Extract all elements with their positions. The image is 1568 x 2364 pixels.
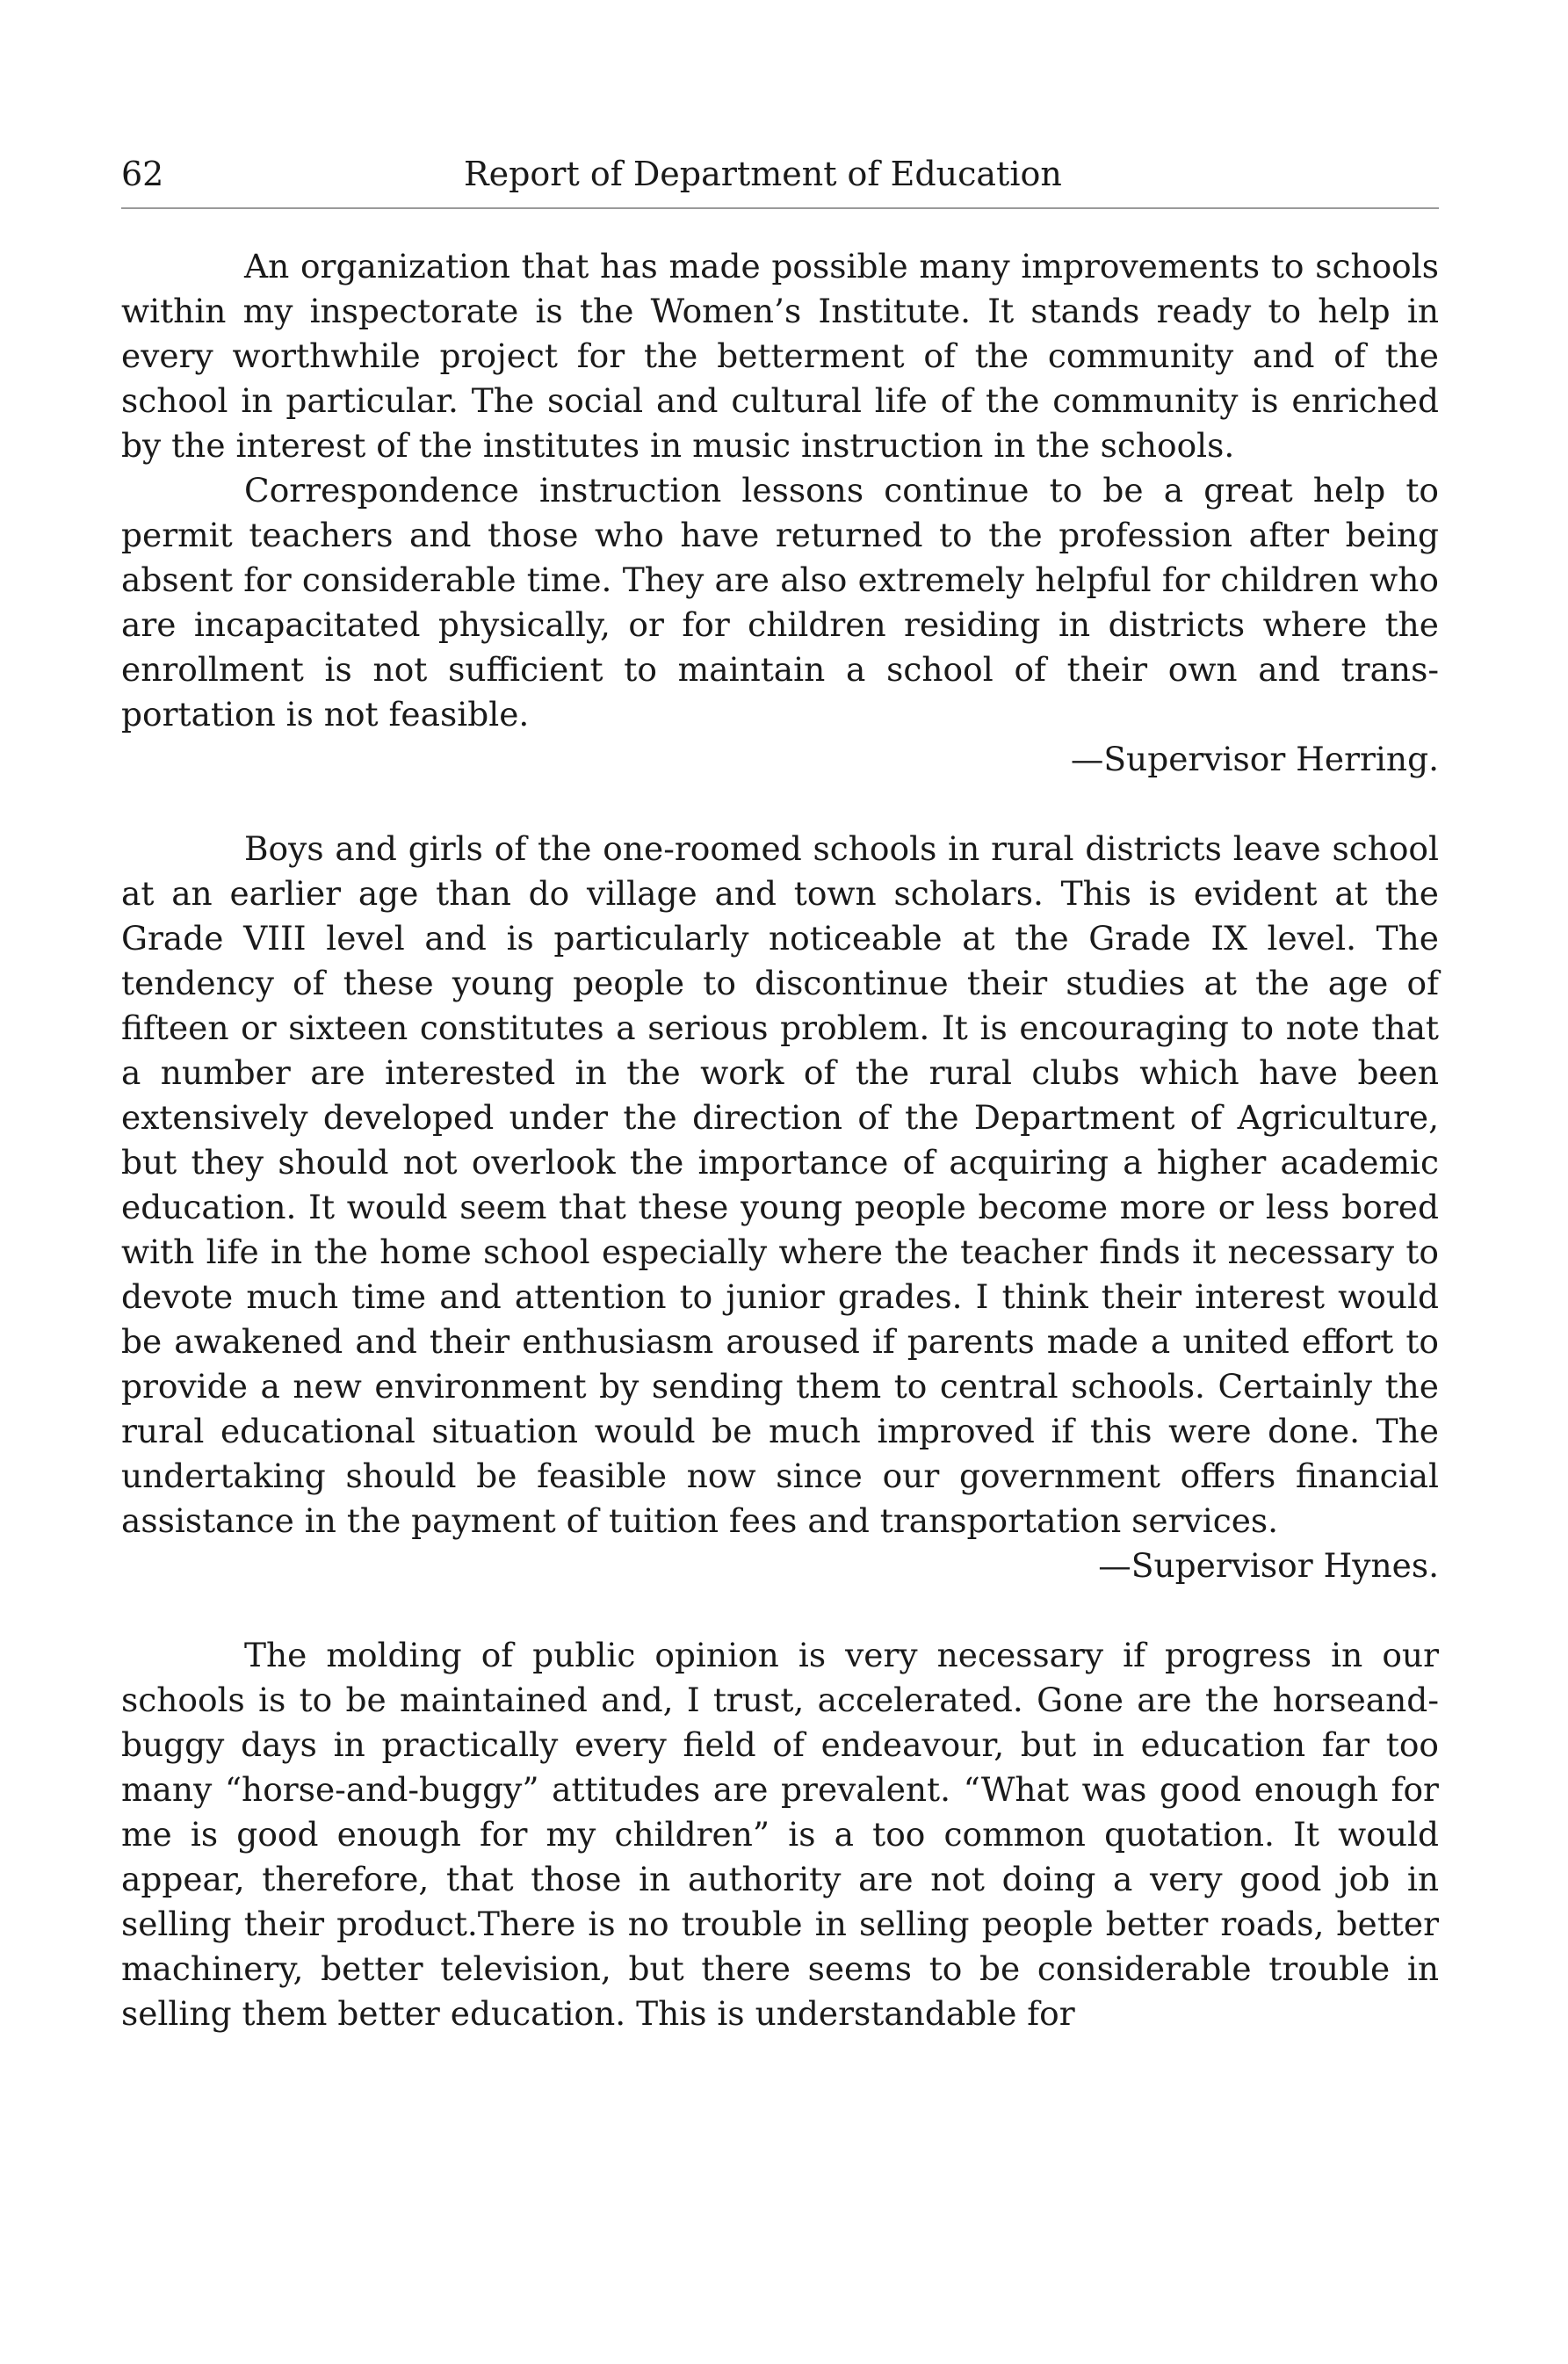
signature-supervisor-hynes: —Supervisor Hynes.: [1098, 1546, 1439, 1585]
paragraph-rural-schools: Boys and girls of the one-roomed schools in rural districts leave school at an earlier age than do village and town scholars. This is evident at the Grade VIII level and is particularly noticeable at the Grade IX level. The tendency of these young people to discontinue their studies at the age of fifteen or sixteen constitutes a serious problem. It is encouraging to note that a number are interested in the work of the rural clubs which have been extensively developed under the direction of the Department of Agriculture, but they should not overlook the importance of acquiring a higher academic education. It would seem that these young people become more or less bored with life in the home school especially where the teacher finds it necessary to devote much time and attention to junior grades. I think their interest would be awakened and their enthusiasm aroused if parents made a united effort to provide a new environment by sending them to central schools. Certainly the rural educational situation would be much improved if this were done. The undertaking should be feasible now since our government offers financial assistance in the payment of tuition fees and transportation services.: [121, 829, 1439, 1540]
report-body: [121, 244, 1439, 2036]
page-number: 62: [121, 155, 164, 193]
signature-supervisor-herring: —Supervisor Herring.: [1070, 740, 1439, 778]
paragraph-public-opinion: The molding of public opinion is very necessary if progress in our schools is to be maintained and, I trust, accelerated. Gone are the horseand-buggy days in practically every field of endeavour, but in education far too many “horse-and-buggy” attitudes are prevalent. “What was good enough for me is good enough for my children” is a too common quotation. It would appear, therefore, that those in authority are not doing a very good job in selling their product.There is no trouble in selling people better roads, better machinery, better television, but there seems to be considerable trouble in selling them better education. This is understandable for: [121, 1636, 1439, 2033]
paragraph-correspondence-instruction: Correspondence instruction lessons continue to be a great help to permit teachers and those who have returned to the profession after being absent for considerable time. They are also extremely helpful for children who are incapacitated physically, or for children residing in districts where the enrollment is not sufficient to maintain a school of their own and transportation is not feasible.: [121, 471, 1439, 734]
section-spacer: [121, 782, 1439, 827]
header-rule: [121, 207, 1439, 209]
paragraph-womens-institute: An organization that has made possible many improvements to schools within my inspectorate is the Women’s Institute. It stands ready to help in every worthwhile project for the betterment of the community and of the school in particular. The social and cultural life of the community is enriched by the interest of the institutes in music instruction in the schools.: [121, 247, 1439, 465]
section-spacer: [121, 1588, 1439, 1633]
running-header: [121, 148, 1439, 200]
running-title: Report of Department of Education: [464, 155, 1062, 193]
